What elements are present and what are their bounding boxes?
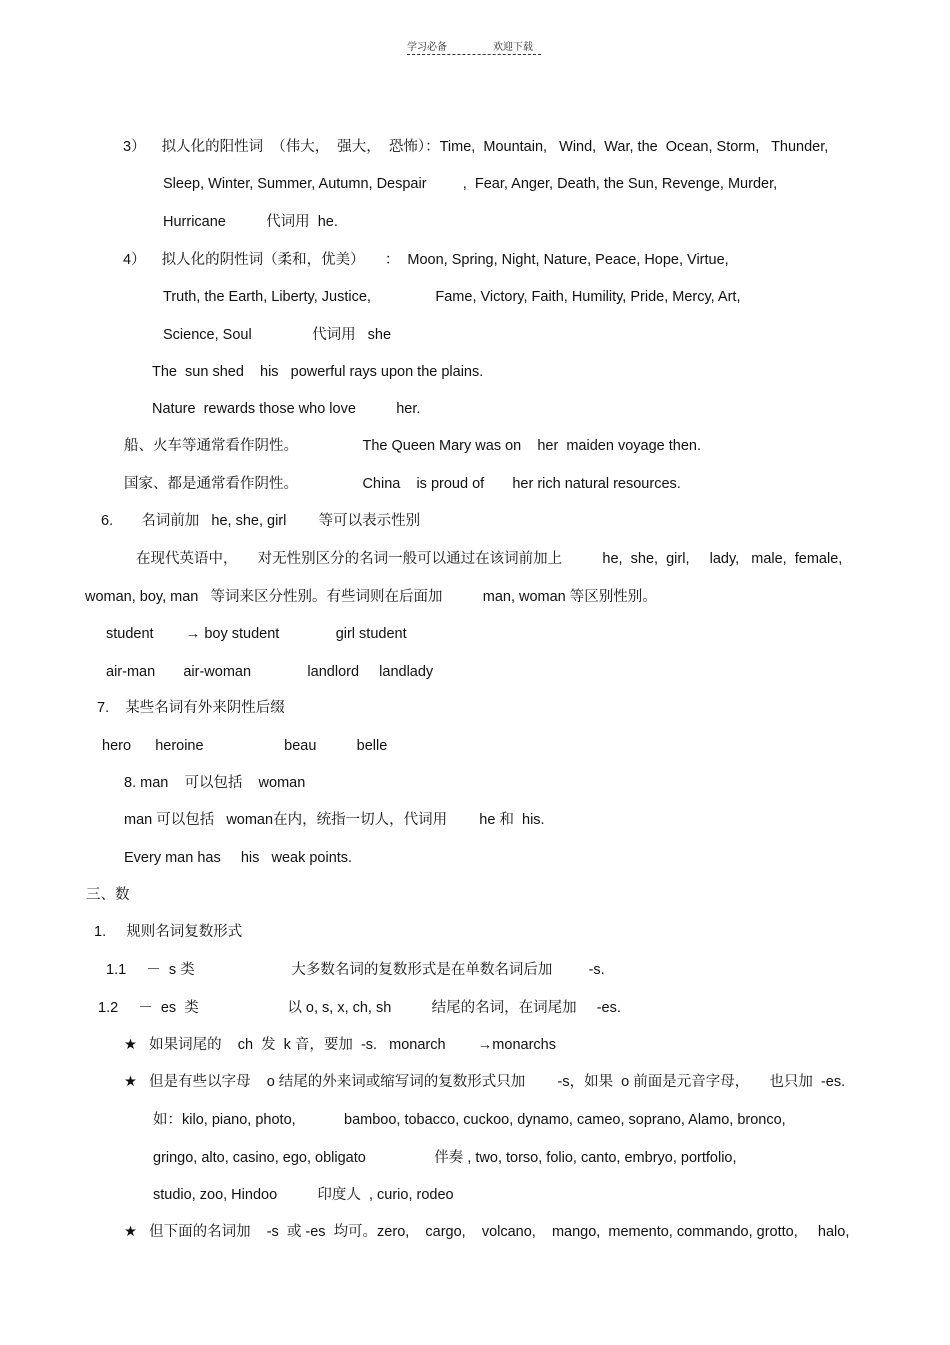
text-line: woman, boy, man 等词来区分性别。有些词则在后面加 man, woman 等区别性别。 xyxy=(85,589,657,605)
text-line: 国家、都是通常看作阴性。 China is proud of her rich natural resources. xyxy=(124,476,681,492)
header-left: 学习必备 xyxy=(407,42,447,53)
text-line: 8. man 可以包括 woman xyxy=(124,775,306,791)
text-line: 1. 规则名词复数形式 xyxy=(94,924,243,940)
text-line: 1.2 － es 类 以 o, s, x, ch, sh 结尾的名词，在词尾加 -es. xyxy=(98,1000,621,1016)
text-line: Every man has his weak points. xyxy=(124,850,353,866)
text-line: ★ 但是有些以字母 o 结尾的外来词或缩写词的复数形式只加 -s，如果 o 前面是元音字母， 也只加 -es. xyxy=(124,1074,846,1090)
text-line: 三、数 xyxy=(86,887,130,903)
text-line: 在现代英语中， 对无性别区分的名词一般可以通过在该词前加上 he, she, girl, lady, male, female, xyxy=(136,551,843,567)
header-right: 欢迎下载 xyxy=(493,42,533,53)
text-line: 4） 拟人化的阴性词（柔和，优美） ： Moon, Spring, Night, Nature, Peace, Hope, Virtue, xyxy=(123,252,729,268)
text-line: Hurricane 代词用 he. xyxy=(163,214,338,230)
text-line: Sleep, Winter, Summer, Autumn, Despair , Fear, Anger, Death, the Sun, Revenge, Murder, xyxy=(163,176,778,192)
text-line: 3） 拟人化的阳性词 （伟大， 强大， 恐怖）：Time, Mountain, Wind, War, the Ocean, Storm, Thunder, xyxy=(123,139,829,155)
text-line: ★ 如果词尾的 ch 发 k 音，要加 -s. monarch →monarchs xyxy=(124,1037,556,1053)
text-line: gringo, alto, casino, ego, obligato 伴奏 , two, torso, folio, canto, embryo, portfolio, xyxy=(153,1150,737,1166)
text-line: 7. 某些名词有外来阴性后缀 xyxy=(97,700,285,716)
text-line: Science, Soul 代词用 she xyxy=(163,327,392,343)
text-line: man 可以包括 woman在内，统指一切人，代词用 he 和 his. xyxy=(124,812,545,828)
header-divider xyxy=(407,54,541,55)
text-line: Nature rewards those who love her. xyxy=(152,401,421,417)
text-line: 6. 名词前加 he, she, girl 等可以表示性别 xyxy=(101,513,421,529)
text-line: student → boy student girl student xyxy=(106,626,407,642)
text-line: 1.1 － s 类 大多数名词的复数形式是在单数名词后加 -s. xyxy=(106,962,605,978)
text-line: 船、火车等通常看作阴性。 The Queen Mary was on her maiden voyage then. xyxy=(124,438,701,454)
text-line: ★ 但下面的名词加 -s 或 -es 均可。zero, cargo, volcano, mango, memento, commando, grotto, halo, xyxy=(124,1224,850,1240)
text-line: 如：kilo, piano, photo, bamboo, tobacco, cuckoo, dynamo, cameo, soprano, Alamo, bronco, xyxy=(153,1112,786,1128)
text-line: The sun shed his powerful rays upon the plains. xyxy=(152,364,484,380)
text-line: studio, zoo, Hindoo 印度人 , curio, rodeo xyxy=(153,1187,454,1203)
text-line: air-man air-woman landlord landlady xyxy=(106,664,434,680)
text-line: Truth, the Earth, Liberty, Justice, Fame, Victory, Faith, Humility, Pride, Mercy, Art, xyxy=(163,289,741,305)
text-line: hero heroine beau belle xyxy=(102,738,388,754)
page-header xyxy=(407,38,533,53)
